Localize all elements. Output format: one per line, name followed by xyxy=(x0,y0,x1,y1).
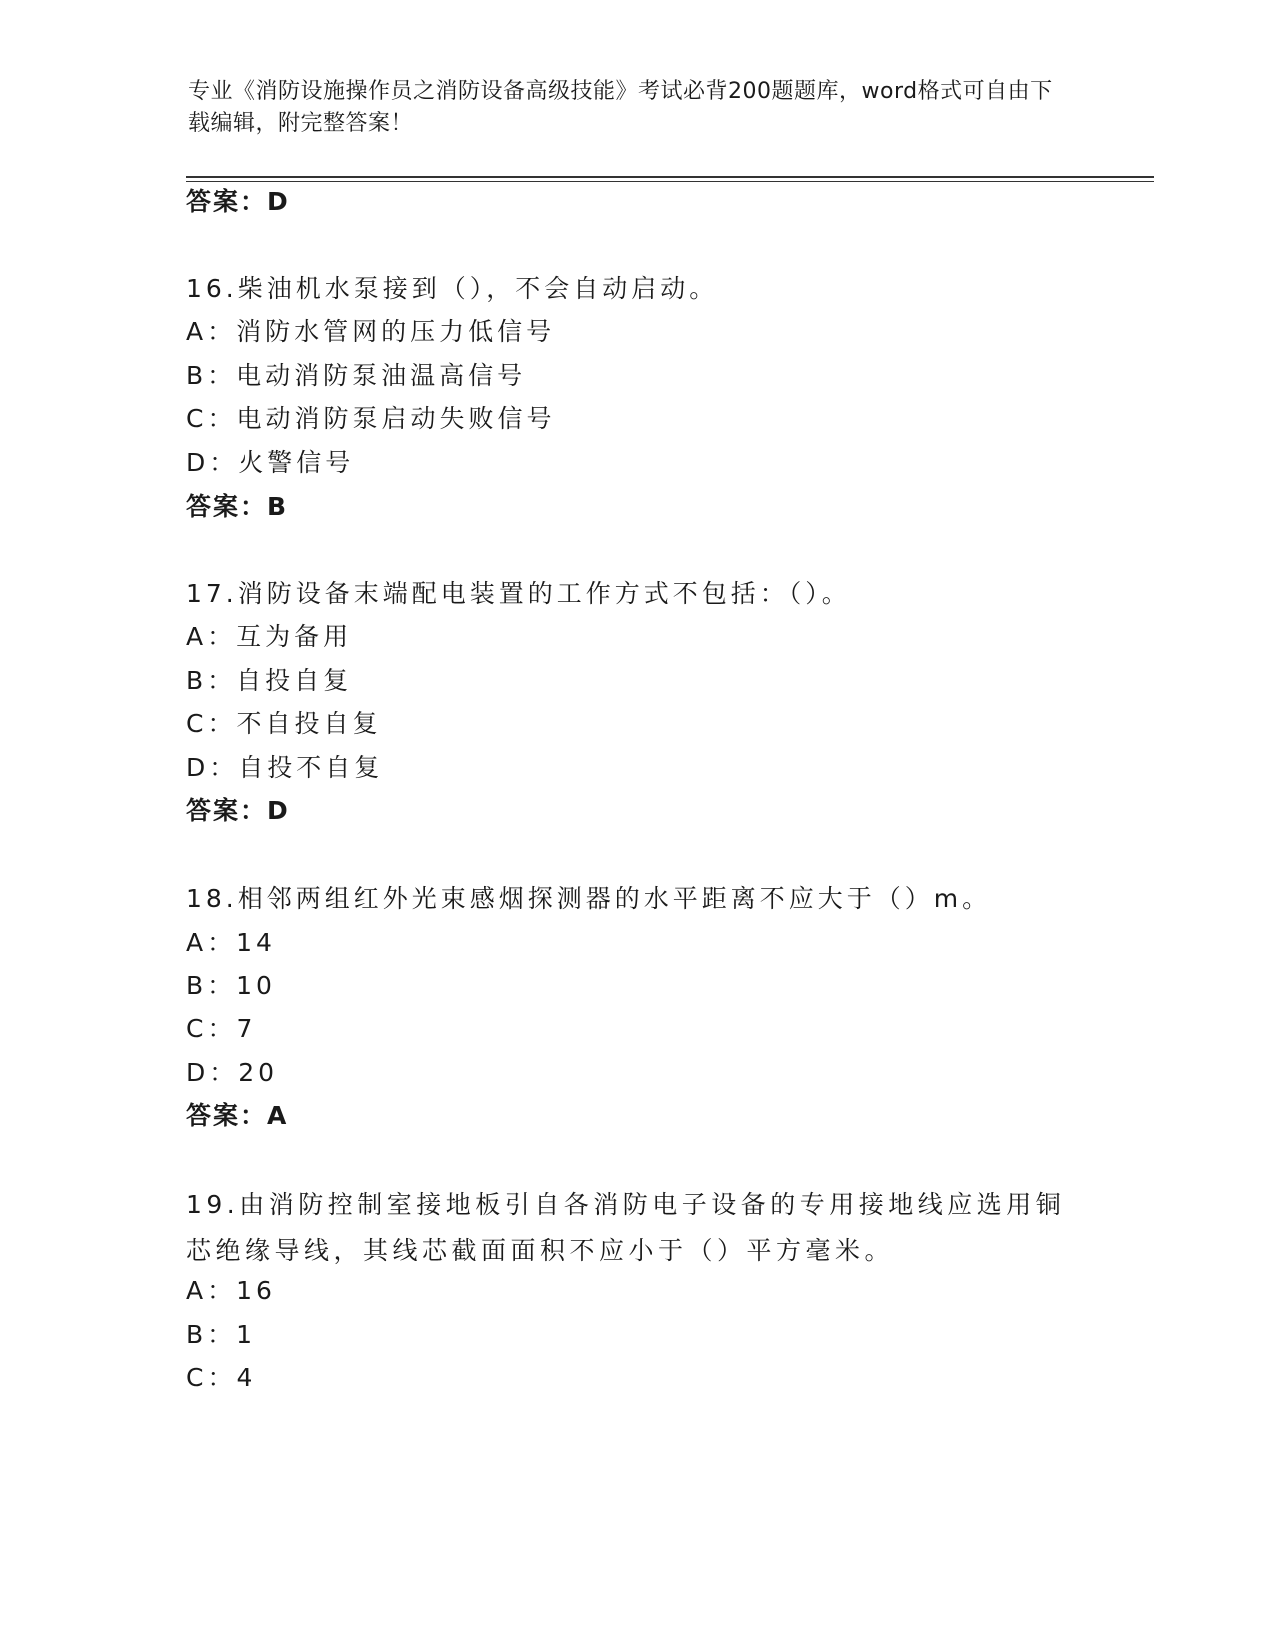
option-a: A：互为备用 xyxy=(186,622,353,651)
answer-line: 答案：D xyxy=(186,187,290,216)
option-b: B：1 xyxy=(186,1320,257,1349)
question-stem: 19.由消防控制室接地板引自各消防电子设备的专用接地线应选用铜芯绝缘导线，其线芯截面面积不应小于（）平方毫米。 xyxy=(186,1190,1066,1265)
answer-line: 答案：D xyxy=(186,796,290,825)
answer-line: 答案：B xyxy=(186,492,289,521)
option-d: D：20 xyxy=(186,1058,279,1087)
header-divider xyxy=(186,176,1154,178)
option-c: C：4 xyxy=(186,1363,257,1392)
option-a: A：消防水管网的压力低信号 xyxy=(186,317,556,346)
option-d: D：自投不自复 xyxy=(186,753,384,782)
option-a: A：16 xyxy=(186,1276,276,1305)
answer-line: 答案：A xyxy=(186,1101,289,1130)
question-stem: 16.柴油机水泵接到（），不会自动启动。 xyxy=(186,274,719,303)
document-header: 专业《消防设施操作员之消防设备高级技能》考试必背200题题库，word格式可自由下载编辑，附完整答案！ xyxy=(188,79,1053,136)
option-b: B：10 xyxy=(186,971,276,1000)
question-stem: 18.相邻两组红外光束感烟探测器的水平距离不应大于（）m。 xyxy=(186,884,992,913)
question-stem: 17.消防设备末端配电装置的工作方式不包括：（）。 xyxy=(186,579,851,608)
header-divider-secondary xyxy=(186,181,1154,182)
option-a: A：14 xyxy=(186,928,276,957)
option-d: D：火警信号 xyxy=(186,448,355,477)
option-c: C：7 xyxy=(186,1014,257,1043)
option-b: B：自投自复 xyxy=(186,666,353,695)
option-b: B：电动消防泵油温高信号 xyxy=(186,361,527,390)
option-c: C：电动消防泵启动失败信号 xyxy=(186,404,556,433)
option-c: C：不自投自复 xyxy=(186,709,382,738)
